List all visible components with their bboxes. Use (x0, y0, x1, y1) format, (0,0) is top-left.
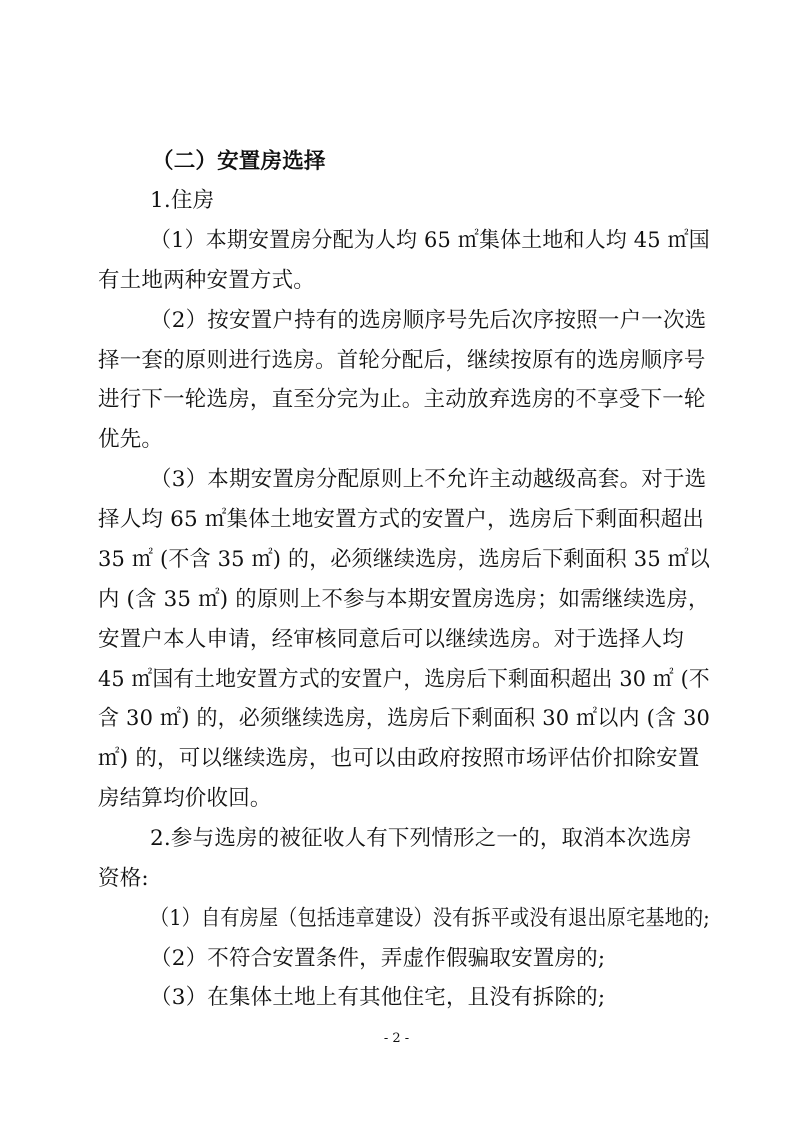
text-line: 有土地两种安置方式。 (98, 268, 316, 293)
text-line: 安置户本人申请，经审核同意后可以继续选房。对于选择人均 (98, 627, 684, 652)
text-line: 择人均 65 ㎡集体土地安置方式的安置户，选房后下剩面积超出 (98, 507, 705, 532)
text-line: 房结算均价收回。 (98, 786, 272, 811)
text-line: （2）不符合安置条件，弄虚作假骗取安置房的; (150, 946, 606, 971)
text-line: （2）按安置户持有的选房顺序号先后次序按照一户一次选 (150, 308, 707, 333)
text-line: 1.住房 (150, 188, 215, 213)
text-line: （1）自有房屋（包括违章建设）没有拆平或没有退出原宅基地的; (150, 906, 710, 931)
section-heading: （二）安置房选择 (152, 149, 326, 174)
text-line: 优先。 (98, 427, 164, 452)
text-line: （3）在集体土地上有其他住宅，且没有拆除的; (150, 985, 606, 1010)
text-line: （3）本期安置房分配原则上不允许主动越级高套。对于选 (150, 467, 707, 492)
text-line: 择一套的原则进行选房。首轮分配后，继续按原有的选房顺序号 (98, 348, 706, 373)
text-line: ㎡) 的，可以继续选房，也可以由政府按照市场评估价扣除安置 (98, 746, 700, 771)
text-line: （1）本期安置房分配为人均 65 ㎡集体土地和人均 45 ㎡国 (150, 228, 710, 253)
text-line: 45 ㎡国有土地安置方式的安置户，选房后下剩面积超出 30 ㎡ (不 (98, 667, 710, 692)
page-number: - 2 - (383, 1031, 410, 1046)
text-line: 2.参与选房的被征收人有下列情形之一的，取消本次选房 (150, 826, 692, 851)
text-line: 资格: (98, 866, 149, 891)
text-line: 35 ㎡ (不含 35 ㎡) 的，必须继续选房，选房后下剩面积 35 ㎡以 (98, 547, 711, 572)
text-line: 含 30 ㎡) 的，必须继续选房，选房后下剩面积 30 ㎡以内 (含 30 (98, 706, 711, 731)
text-line: 进行下一轮选房，直至分完为止。主动放弃选房的不享受下一轮 (98, 387, 706, 412)
text-line: 内 (含 35 ㎡) 的原则上不参与本期安置房选房；如需继续选房， (98, 587, 710, 612)
